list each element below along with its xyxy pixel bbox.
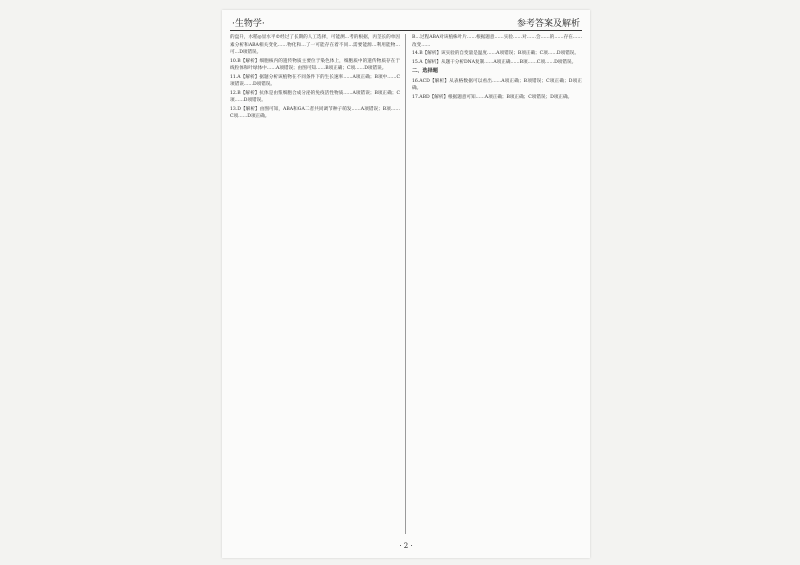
right-paragraph-4: 16.ACD【解析】从表格数据可以看出……A项正确；B项错误；C项正确；D项正确。 bbox=[412, 78, 582, 91]
left-paragraph-3: 11.A【解析】据题分析该植物在不同条件下的生长速率……A项正确；B项中……C项错误……D项错误。 bbox=[230, 74, 400, 87]
page-number: · 2 · bbox=[399, 542, 413, 550]
section-heading: 二、选择题 bbox=[412, 68, 438, 74]
subject-label: ·生物学· bbox=[232, 19, 265, 29]
left-paragraph-5: 13.D【解析】由图可知，ABA和GA二者共同调节种子萌发……A项错误；B项……C项……D项正确。 bbox=[230, 106, 400, 119]
left-paragraph-2: 10.B【解析】细胞核内的遗传物质主要位于染色体上，细胞质中的遗传物质存在于线粒体和叶绿体中……A项错误；由图可知……B项正确；C项……D项错误。 bbox=[230, 58, 400, 71]
answer-page bbox=[222, 10, 590, 558]
left-paragraph-1: 的盘升，水稻◎显水平©经过了长期的人工选择，可能测…考的根据，丙茎长的单因素分析和ABA相关变化……物化和…了一可能存在着不同…需要能源…利用能物…可…D项错误。 bbox=[230, 35, 400, 55]
page-header bbox=[230, 14, 582, 31]
right-column bbox=[412, 34, 582, 534]
right-paragraph-3: 15.A【解析】从题干分析DNA复制……A项正确……B项……C项……D项错误。 bbox=[412, 59, 577, 65]
column-divider bbox=[405, 34, 406, 534]
left-paragraph-4: 12.B【解析】抗体是由浆细胞合成分泌的免疫活性物质……A项错误；B项正确；C项……D项错误。 bbox=[230, 90, 400, 103]
right-paragraph-1: B…过程ABA对该植株叶片……根据题意……实验……对……会……的……存在……改变…… bbox=[412, 35, 582, 48]
right-paragraph-2: 14.B【解析】该实验的自变量是温度……A项错误；B项正确；C项……D项错误。 bbox=[412, 51, 579, 56]
left-column bbox=[230, 34, 400, 534]
right-paragraph-5: 17.ABD【解析】根据题意可知……A项正确；B项正确；C项错误；D项正确。 bbox=[412, 94, 573, 100]
section-title: 参考答案及解析 bbox=[516, 19, 580, 29]
